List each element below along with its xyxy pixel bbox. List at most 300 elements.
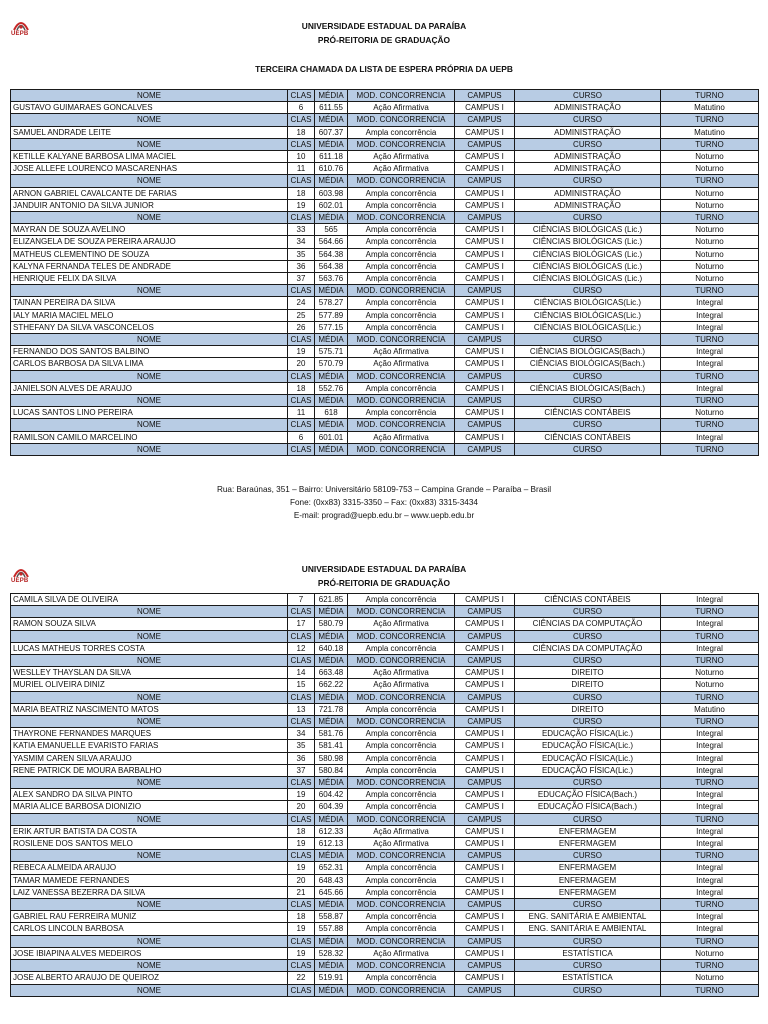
- column-header: NOME: [11, 285, 288, 297]
- modality-cell: Ação Afirmativa: [348, 679, 455, 691]
- course-cell: CIÊNCIAS DA COMPUTAÇÃO: [515, 642, 661, 654]
- name-cell: MARIA BEATRIZ NASCIMENTO MATOS: [11, 703, 288, 715]
- table-row: [11, 273, 759, 285]
- course-cell: CIÊNCIAS BIOLÓGICAS (Lic.): [515, 273, 661, 285]
- campus-cell: CAMPUS I: [455, 594, 515, 606]
- campus-cell: CAMPUS I: [455, 789, 515, 801]
- campus-cell: CAMPUS I: [455, 273, 515, 285]
- campus-cell: CAMPUS I: [455, 187, 515, 199]
- name-cell: GABRIEL RAU FERREIRA MUNIZ: [11, 911, 288, 923]
- footer-address: Rua: Baraúnas, 351 – Bairro: Universitário 58109-753 – Campina Grande – Paraíba – Brasil: [216, 485, 552, 494]
- modality-cell: Ampla concorrência: [348, 886, 455, 898]
- name-cell: KETILLE KALYANE BARBOSA LIMA MACIEL: [11, 151, 288, 163]
- shift-cell: Noturno: [661, 407, 759, 419]
- logo-text: UEPB: [11, 578, 29, 584]
- column-header: CURSO: [515, 850, 661, 862]
- name-cell: REBECA ALMEIDA ARAUJO: [11, 862, 288, 874]
- name-cell: SAMUEL ANDRADE LEITE: [11, 126, 288, 138]
- modality-cell: Ampla concorrência: [348, 187, 455, 199]
- column-header: NOME: [11, 90, 288, 102]
- column-header: MOD. CONCORRENCIA: [348, 285, 455, 297]
- clas-cell: 17: [288, 618, 315, 630]
- column-header: CURSO: [515, 285, 661, 297]
- table-row: [11, 972, 759, 984]
- table-row: [11, 594, 759, 606]
- modality-cell: Ação Afirmativa: [348, 102, 455, 114]
- campus-cell: CAMPUS I: [455, 102, 515, 114]
- column-header: MÉDIA: [315, 138, 348, 150]
- column-header-row: [11, 777, 759, 789]
- column-header: CURSO: [515, 370, 661, 382]
- column-header: MÉDIA: [315, 935, 348, 947]
- column-header: CLAS: [288, 899, 315, 911]
- campus-cell: CAMPUS I: [455, 825, 515, 837]
- clas-cell: 26: [288, 321, 315, 333]
- column-header: MÉDIA: [315, 813, 348, 825]
- table-row: [11, 248, 759, 260]
- modality-cell: Ampla concorrência: [348, 309, 455, 321]
- media-cell: 648.43: [315, 874, 348, 886]
- shift-cell: Integral: [661, 642, 759, 654]
- column-header-row: [11, 138, 759, 150]
- modality-cell: Ampla concorrência: [348, 862, 455, 874]
- column-header: CURSO: [515, 443, 661, 455]
- column-header: MOD. CONCORRENCIA: [348, 395, 455, 407]
- column-header: TURNO: [661, 630, 759, 642]
- shift-cell: Noturno: [661, 273, 759, 285]
- media-cell: 564.38: [315, 248, 348, 260]
- media-cell: 612.13: [315, 838, 348, 850]
- table-row: [11, 199, 759, 211]
- column-header: MÉDIA: [315, 655, 348, 667]
- column-header: NOME: [11, 850, 288, 862]
- column-header: TURNO: [661, 443, 759, 455]
- media-cell: 603.98: [315, 187, 348, 199]
- table-row: [11, 346, 759, 358]
- table-row: [11, 667, 759, 679]
- media-cell: 610.76: [315, 163, 348, 175]
- column-header: TURNO: [661, 212, 759, 224]
- column-header: NOME: [11, 630, 288, 642]
- table-row: [11, 407, 759, 419]
- media-cell: 604.39: [315, 801, 348, 813]
- column-header-row: [11, 419, 759, 431]
- clas-cell: 13: [288, 703, 315, 715]
- clas-cell: 34: [288, 728, 315, 740]
- shift-cell: Integral: [661, 886, 759, 898]
- course-cell: ESTATÍSTICA: [515, 947, 661, 959]
- campus-cell: CAMPUS I: [455, 163, 515, 175]
- shift-cell: Integral: [661, 838, 759, 850]
- campus-cell: CAMPUS I: [455, 236, 515, 248]
- column-header-row: [11, 606, 759, 618]
- table-row: [11, 728, 759, 740]
- campus-cell: CAMPUS I: [455, 297, 515, 309]
- campus-cell: CAMPUS I: [455, 862, 515, 874]
- column-header: MOD. CONCORRENCIA: [348, 90, 455, 102]
- media-cell: 602.01: [315, 199, 348, 211]
- column-header: CAMPUS: [455, 960, 515, 972]
- name-cell: RAMILSON CAMILO MARCELINO: [11, 431, 288, 443]
- name-cell: JOSE ALBERTO ARAUJO DE QUEIROZ: [11, 972, 288, 984]
- shift-cell: Integral: [661, 764, 759, 776]
- name-cell: ERIK ARTUR BATISTA DA COSTA: [11, 825, 288, 837]
- clas-cell: 33: [288, 224, 315, 236]
- table-row: [11, 947, 759, 959]
- media-cell: 577.15: [315, 321, 348, 333]
- modality-cell: Ação Afirmativa: [348, 358, 455, 370]
- media-cell: 618: [315, 407, 348, 419]
- column-header: CLAS: [288, 630, 315, 642]
- column-header: TURNO: [661, 935, 759, 947]
- column-header: TURNO: [661, 691, 759, 703]
- column-header: MOD. CONCORRENCIA: [348, 630, 455, 642]
- course-cell: EDUCAÇÃO FÍSICA(Lic.): [515, 740, 661, 752]
- column-header: CURSO: [515, 606, 661, 618]
- course-cell: DIREITO: [515, 679, 661, 691]
- course-cell: EDUCAÇÃO FÍSICA(Lic.): [515, 728, 661, 740]
- column-header: MOD. CONCORRENCIA: [348, 175, 455, 187]
- table-row: [11, 789, 759, 801]
- column-header: NOME: [11, 813, 288, 825]
- name-cell: CAMILA SILVA DE OLIVEIRA: [11, 594, 288, 606]
- table-row: [11, 163, 759, 175]
- shift-cell: Integral: [661, 382, 759, 394]
- column-header: CAMPUS: [455, 777, 515, 789]
- clas-cell: 12: [288, 642, 315, 654]
- column-header: MOD. CONCORRENCIA: [348, 691, 455, 703]
- modality-cell: Ação Afirmativa: [348, 618, 455, 630]
- clas-cell: 36: [288, 260, 315, 272]
- column-header: CLAS: [288, 716, 315, 728]
- column-header: MOD. CONCORRENCIA: [348, 138, 455, 150]
- campus-cell: CAMPUS I: [455, 346, 515, 358]
- column-header: CAMPUS: [455, 655, 515, 667]
- campus-cell: CAMPUS I: [455, 309, 515, 321]
- column-header: MÉDIA: [315, 630, 348, 642]
- campus-cell: CAMPUS I: [455, 679, 515, 691]
- media-cell: 558.87: [315, 911, 348, 923]
- modality-cell: Ampla concorrência: [348, 382, 455, 394]
- column-header: MOD. CONCORRENCIA: [348, 935, 455, 947]
- column-header: CURSO: [515, 777, 661, 789]
- campus-cell: CAMPUS I: [455, 764, 515, 776]
- table-row: [11, 703, 759, 715]
- table-row: [11, 151, 759, 163]
- media-cell: 652.31: [315, 862, 348, 874]
- table-row: [11, 911, 759, 923]
- clas-cell: 15: [288, 679, 315, 691]
- campus-cell: CAMPUS I: [455, 224, 515, 236]
- column-header: NOME: [11, 212, 288, 224]
- column-header: CAMPUS: [455, 899, 515, 911]
- table-row: [11, 260, 759, 272]
- course-cell: ENFERMAGEM: [515, 825, 661, 837]
- shift-cell: Integral: [661, 825, 759, 837]
- modality-cell: Ampla concorrência: [348, 199, 455, 211]
- clas-cell: 20: [288, 801, 315, 813]
- column-header: MOD. CONCORRENCIA: [348, 370, 455, 382]
- clas-cell: 36: [288, 752, 315, 764]
- column-header: CAMPUS: [455, 984, 515, 996]
- column-header: MÉDIA: [315, 90, 348, 102]
- clas-cell: 19: [288, 838, 315, 850]
- campus-cell: CAMPUS I: [455, 407, 515, 419]
- modality-cell: Ampla concorrência: [348, 728, 455, 740]
- course-cell: CIÊNCIAS BIOLÓGICAS (Lic.): [515, 224, 661, 236]
- column-header: NOME: [11, 716, 288, 728]
- name-cell: ELIZANGELA DE SOUZA PEREIRA ARAUJO: [11, 236, 288, 248]
- clas-cell: 14: [288, 667, 315, 679]
- column-header: CAMPUS: [455, 395, 515, 407]
- clas-cell: 19: [288, 199, 315, 211]
- shift-cell: Integral: [661, 358, 759, 370]
- column-header: MOD. CONCORRENCIA: [348, 850, 455, 862]
- column-header: CLAS: [288, 90, 315, 102]
- shift-cell: Integral: [661, 594, 759, 606]
- clas-cell: 19: [288, 923, 315, 935]
- media-cell: 578.27: [315, 297, 348, 309]
- media-cell: 564.66: [315, 236, 348, 248]
- shift-cell: Integral: [661, 346, 759, 358]
- table-row: [11, 382, 759, 394]
- modality-cell: Ampla concorrência: [348, 126, 455, 138]
- shift-cell: Integral: [661, 431, 759, 443]
- column-header: TURNO: [661, 960, 759, 972]
- clas-cell: 7: [288, 594, 315, 606]
- column-header: TURNO: [661, 175, 759, 187]
- column-header: CLAS: [288, 655, 315, 667]
- campus-cell: CAMPUS I: [455, 947, 515, 959]
- course-cell: ADMINISTRAÇÃO: [515, 187, 661, 199]
- campus-cell: CAMPUS I: [455, 911, 515, 923]
- shift-cell: Noturno: [661, 187, 759, 199]
- shift-cell: Noturno: [661, 199, 759, 211]
- table-row: [11, 801, 759, 813]
- media-cell: 581.41: [315, 740, 348, 752]
- table-row: [11, 309, 759, 321]
- modality-cell: Ampla concorrência: [348, 642, 455, 654]
- column-header: TURNO: [661, 114, 759, 126]
- column-header: CLAS: [288, 419, 315, 431]
- course-cell: ENG. SANITÁRIA E AMBIENTAL: [515, 911, 661, 923]
- media-cell: 557.88: [315, 923, 348, 935]
- media-cell: 577.89: [315, 309, 348, 321]
- column-header: MÉDIA: [315, 716, 348, 728]
- course-cell: ADMINISTRAÇÃO: [515, 199, 661, 211]
- course-cell: ESTATÍSTICA: [515, 972, 661, 984]
- column-header: CLAS: [288, 984, 315, 996]
- column-header: CURSO: [515, 960, 661, 972]
- media-cell: 580.84: [315, 764, 348, 776]
- table-row: [11, 764, 759, 776]
- clas-cell: 25: [288, 309, 315, 321]
- modality-cell: Ampla concorrência: [348, 297, 455, 309]
- shift-cell: Noturno: [661, 163, 759, 175]
- campus-cell: CAMPUS I: [455, 972, 515, 984]
- name-cell: JANDUIR ANTONIO DA SILVA JUNIOR: [11, 199, 288, 211]
- column-header: TURNO: [661, 716, 759, 728]
- clas-cell: 10: [288, 151, 315, 163]
- column-header-row: [11, 655, 759, 667]
- clas-cell: 18: [288, 825, 315, 837]
- campus-cell: CAMPUS I: [455, 126, 515, 138]
- column-header: MOD. CONCORRENCIA: [348, 443, 455, 455]
- clas-cell: 20: [288, 874, 315, 886]
- course-cell: ADMINISTRAÇÃO: [515, 102, 661, 114]
- column-header: CURSO: [515, 655, 661, 667]
- shift-cell: Noturno: [661, 224, 759, 236]
- shift-cell: Noturno: [661, 248, 759, 260]
- name-cell: FERNANDO DOS SANTOS BALBINO: [11, 346, 288, 358]
- table-row: [11, 618, 759, 630]
- column-header: CLAS: [288, 175, 315, 187]
- modality-cell: Ampla concorrência: [348, 236, 455, 248]
- media-cell: 519.91: [315, 972, 348, 984]
- name-cell: ARNON GABRIEL CAVALCANTE DE FARIAS: [11, 187, 288, 199]
- campus-cell: CAMPUS I: [455, 838, 515, 850]
- column-header-row: [11, 370, 759, 382]
- column-header: NOME: [11, 935, 288, 947]
- results-table-page-2: [10, 593, 759, 997]
- modality-cell: Ampla concorrência: [348, 789, 455, 801]
- table-row: [11, 321, 759, 333]
- shift-cell: Integral: [661, 862, 759, 874]
- campus-cell: CAMPUS I: [455, 886, 515, 898]
- column-header: NOME: [11, 443, 288, 455]
- column-header: NOME: [11, 334, 288, 346]
- shift-cell: Matutino: [661, 126, 759, 138]
- shift-cell: Noturno: [661, 151, 759, 163]
- course-cell: CIÊNCIAS BIOLÓGICAS(Bach.): [515, 346, 661, 358]
- table-row: [11, 236, 759, 248]
- column-header: CLAS: [288, 606, 315, 618]
- campus-cell: CAMPUS I: [455, 151, 515, 163]
- column-header: NOME: [11, 138, 288, 150]
- table-row: [11, 825, 759, 837]
- column-header: MOD. CONCORRENCIA: [348, 655, 455, 667]
- course-cell: ENFERMAGEM: [515, 862, 661, 874]
- shift-cell: Integral: [661, 297, 759, 309]
- column-header: TURNO: [661, 90, 759, 102]
- column-header: MOD. CONCORRENCIA: [348, 984, 455, 996]
- column-header: NOME: [11, 370, 288, 382]
- shift-cell: Integral: [661, 321, 759, 333]
- shift-cell: Noturno: [661, 972, 759, 984]
- course-cell: EDUCAÇÃO FÍSICA(Lic.): [515, 764, 661, 776]
- column-header-row: [11, 212, 759, 224]
- modality-cell: Ampla concorrência: [348, 248, 455, 260]
- column-header-row: [11, 691, 759, 703]
- campus-cell: CAMPUS I: [455, 260, 515, 272]
- university-name: UNIVERSIDADE ESTADUAL DA PARAÍBA: [301, 21, 467, 31]
- clas-cell: 22: [288, 972, 315, 984]
- shift-cell: Noturno: [661, 260, 759, 272]
- course-cell: CIÊNCIAS BIOLÓGICAS(Lic.): [515, 321, 661, 333]
- column-header: MÉDIA: [315, 285, 348, 297]
- campus-cell: CAMPUS I: [455, 728, 515, 740]
- shift-cell: Integral: [661, 874, 759, 886]
- course-cell: EDUCAÇÃO FÍSICA(Lic.): [515, 752, 661, 764]
- clas-cell: 6: [288, 102, 315, 114]
- modality-cell: Ação Afirmativa: [348, 825, 455, 837]
- name-cell: HENRIQUE FELIX DA SILVA: [11, 273, 288, 285]
- logo-text: UEPB: [11, 31, 29, 37]
- column-header: NOME: [11, 114, 288, 126]
- column-header: TURNO: [661, 606, 759, 618]
- media-cell: 611.18: [315, 151, 348, 163]
- column-header: TURNO: [661, 334, 759, 346]
- column-header: TURNO: [661, 984, 759, 996]
- shift-cell: Integral: [661, 740, 759, 752]
- name-cell: THAYRONE FERNANDES MARQUES: [11, 728, 288, 740]
- column-header: MÉDIA: [315, 691, 348, 703]
- campus-cell: CAMPUS I: [455, 199, 515, 211]
- column-header: CLAS: [288, 777, 315, 789]
- column-header: CURSO: [515, 212, 661, 224]
- name-cell: GUSTAVO GUIMARAES GONCALVES: [11, 102, 288, 114]
- column-header: CURSO: [515, 813, 661, 825]
- clas-cell: 37: [288, 273, 315, 285]
- media-cell: 575.71: [315, 346, 348, 358]
- column-header: CAMPUS: [455, 443, 515, 455]
- name-cell: JOSE ALLEFE LOURENCO MASCARENHAS: [11, 163, 288, 175]
- column-header: CAMPUS: [455, 370, 515, 382]
- modality-cell: Ação Afirmativa: [348, 346, 455, 358]
- media-cell: 601.01: [315, 431, 348, 443]
- column-header-row: [11, 334, 759, 346]
- shift-cell: Integral: [661, 618, 759, 630]
- campus-cell: CAMPUS I: [455, 248, 515, 260]
- column-header: CLAS: [288, 285, 315, 297]
- column-header: MOD. CONCORRENCIA: [348, 114, 455, 126]
- column-header-row: [11, 114, 759, 126]
- column-header: CAMPUS: [455, 606, 515, 618]
- column-header: CAMPUS: [455, 419, 515, 431]
- column-header: CURSO: [515, 984, 661, 996]
- modality-cell: Ação Afirmativa: [348, 151, 455, 163]
- column-header: MOD. CONCORRENCIA: [348, 813, 455, 825]
- clas-cell: 37: [288, 764, 315, 776]
- shift-cell: Integral: [661, 728, 759, 740]
- campus-cell: CAMPUS I: [455, 321, 515, 333]
- name-cell: LAIZ VANESSA BEZERRA DA SILVA: [11, 886, 288, 898]
- column-header: CAMPUS: [455, 285, 515, 297]
- modality-cell: Ampla concorrência: [348, 923, 455, 935]
- column-header: MOD. CONCORRENCIA: [348, 777, 455, 789]
- name-cell: CARLOS LINCOLN BARBOSA: [11, 923, 288, 935]
- clas-cell: 19: [288, 862, 315, 874]
- column-header-row: [11, 716, 759, 728]
- course-cell: CIÊNCIAS BIOLÓGICAS(Bach.): [515, 382, 661, 394]
- clas-cell: 34: [288, 236, 315, 248]
- campus-cell: CAMPUS I: [455, 642, 515, 654]
- list-title: TERCEIRA CHAMADA DA LISTA DE ESPERA PRÓPRIA DA UEPB: [255, 64, 513, 74]
- table-row: [11, 358, 759, 370]
- course-cell: CIÊNCIAS BIOLÓGICAS (Lic.): [515, 248, 661, 260]
- column-header: CAMPUS: [455, 850, 515, 862]
- media-cell: 528.32: [315, 947, 348, 959]
- column-header: CAMPUS: [455, 212, 515, 224]
- modality-cell: Ação Afirmativa: [348, 838, 455, 850]
- course-cell: CIÊNCIAS BIOLÓGICAS(Lic.): [515, 309, 661, 321]
- column-header: MÉDIA: [315, 334, 348, 346]
- column-header: TURNO: [661, 395, 759, 407]
- column-header: CLAS: [288, 813, 315, 825]
- name-cell: WESLLEY THAYSLAN DA SILVA: [11, 667, 288, 679]
- column-header-row: [11, 395, 759, 407]
- clas-cell: 6: [288, 431, 315, 443]
